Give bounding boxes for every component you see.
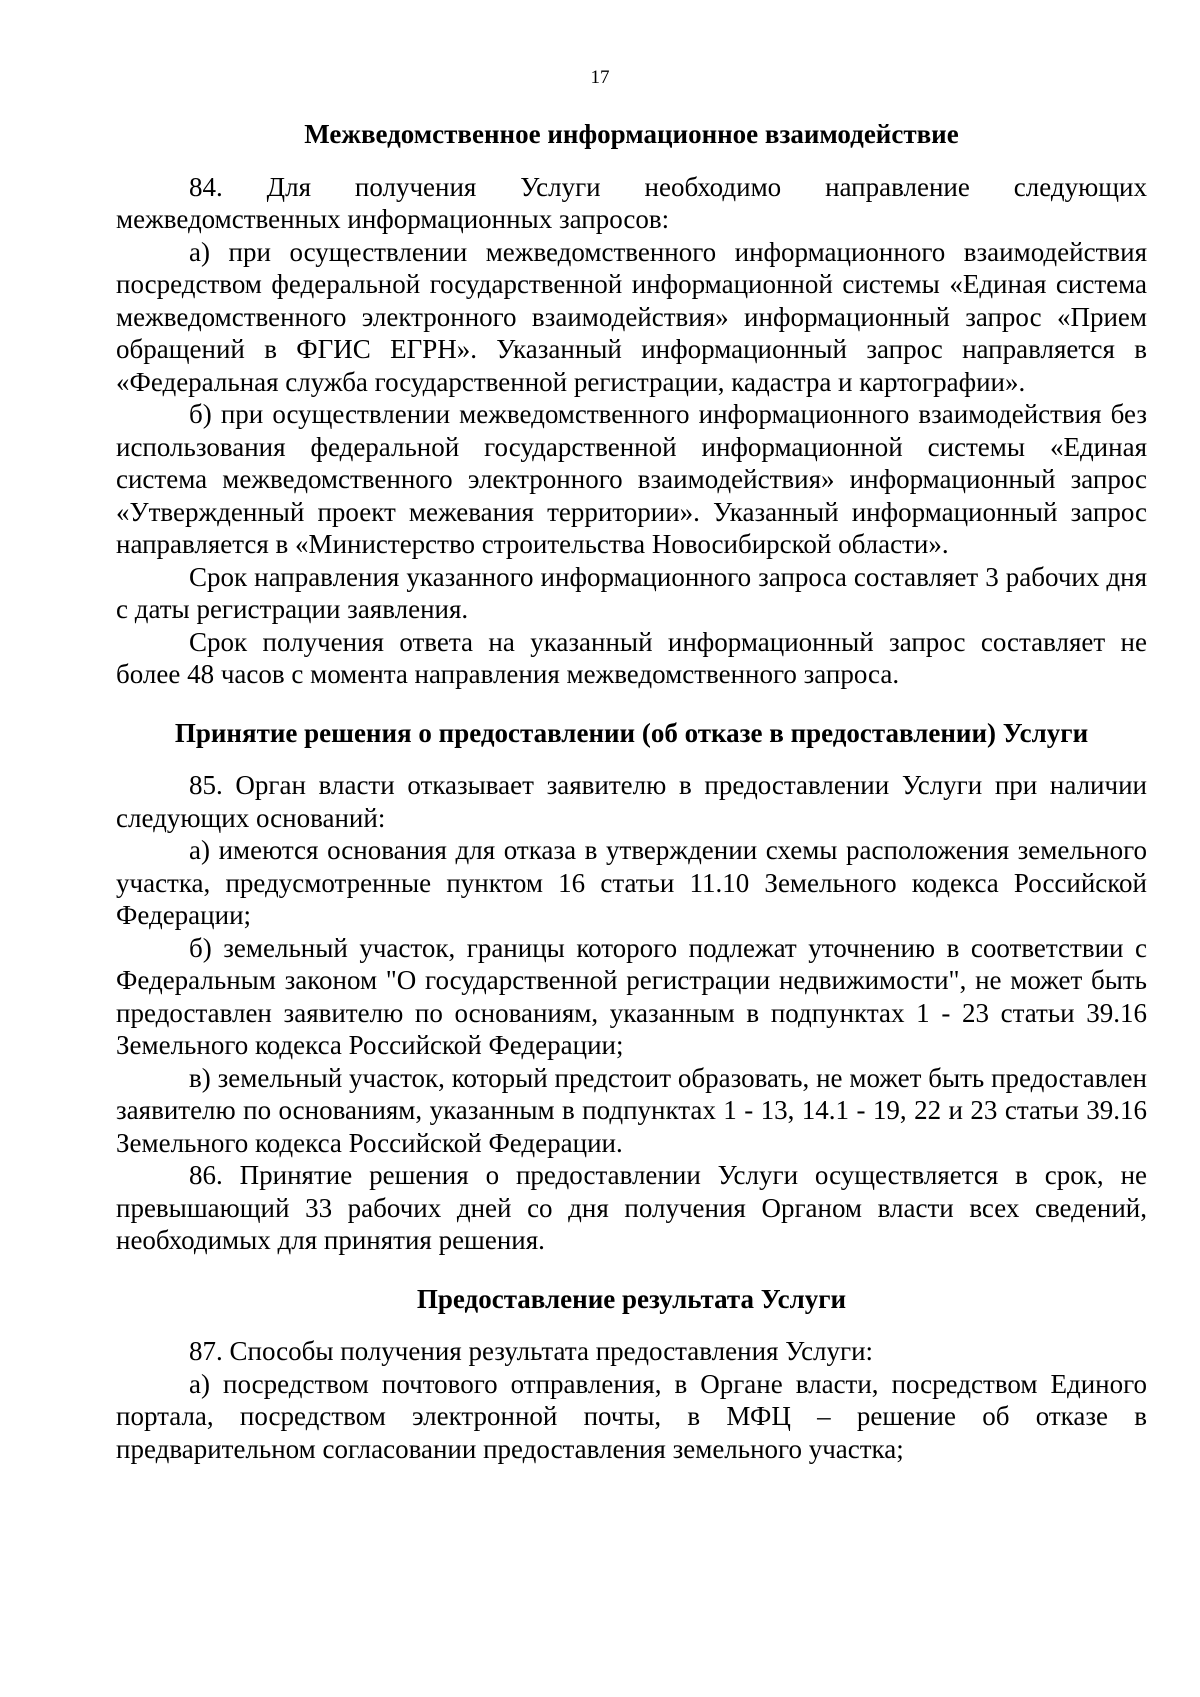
paragraph-86: 86. Принятие решения о предоставлении Услуги осуществляется в срок, не превышающий 33 рабочих дней со дня получения Органом власти всех сведений, необходимых для принятия решения.: [116, 1160, 1147, 1255]
paragraph-87: 87. Способы получения результата предоставления Услуги:: [189, 1336, 874, 1366]
spacer: [116, 749, 1147, 769]
document-body: [116, 118, 1147, 1465]
paragraph-84b: б) при осуществлении межведомственного информационного взаимодействия без использования федеральной государственной информационной системы «Единая система межведомственного электронного взаимодействия» информационный запрос «Утвержденный проект межевания территории». Указанный информационный запрос направляется в «Министерство строительства Новосибирской области».: [116, 399, 1147, 559]
paragraph-85: 85. Орган власти отказывает заявителю в предоставлении Услуги при наличии следующих оснований:: [116, 770, 1147, 833]
section-heading-interagency: Межведомственное информационное взаимодействие: [304, 119, 959, 149]
paragraph-85a: а) имеются основания для отказа в утверждении схемы расположения земельного участка, предусмотренные пунктом 16 статьи 11.10 Земельного кодекса Российской Федерации;: [116, 835, 1147, 930]
paragraph-response-deadline: Срок получения ответа на указанный информационный запрос составляет не более 48 часов с момента направления межведомственного запроса.: [116, 626, 1147, 689]
paragraph-87a: а) посредством почтового отправления, в Органе власти, посредством Единого портала, посредством электронной почты, в МФЦ – решение об отказе в предварительном согласовании предоставления земельного участка;: [116, 1368, 1147, 1464]
paragraph-request-deadline: Срок направления указанного информационного запроса составляет 3 рабочих дня с даты регистрации заявления.: [116, 561, 1147, 624]
section-heading-result: Предоставление результата Услуги: [416, 1283, 847, 1314]
spacer: [116, 151, 1147, 171]
paragraph-85b: б) земельный участок, границы которого подлежат уточнению в соответствии с Федеральным законом "О государственной регистрации недвижимости", не может быть предоставлен заявителю по основаниям, указанным в подпунктах 1 - 23 статьи 39.16 Земельного кодекса Российской Федерации;: [116, 932, 1147, 1060]
spacer: [116, 1315, 1147, 1335]
spacer: [116, 1257, 1147, 1283]
paragraph-85v: в) земельный участок, который предстоит образовать, не может быть предоставлен заявителю по основаниям, указанным в подпунктах 1 - 13, 14.1 - 19, 22 и 23 статьи 39.16 Земельного кодекса Российской Федерации.: [116, 1062, 1147, 1158]
paragraph-84: 84. Для получения Услуги необходимо направление следующих межведомственных информационных запросов:: [116, 171, 1147, 234]
section-heading-decision: Принятие решения о предоставлении (об отказе в предоставлении) Услуги: [174, 717, 1089, 748]
paragraph-84a: а) при осуществлении межведомственного информационного взаимодействия посредством федеральной государственной информационной системы «Единая система межведомственного электронного взаимодействия» информационный запрос «Прием обращений в ФГИС ЕГРН». Указанный информационный запрос направляется в «Федеральная служба государственной регистрации, кадастра и картографии».: [116, 236, 1147, 397]
page-number: 17: [590, 67, 610, 88]
spacer: [116, 691, 1147, 717]
